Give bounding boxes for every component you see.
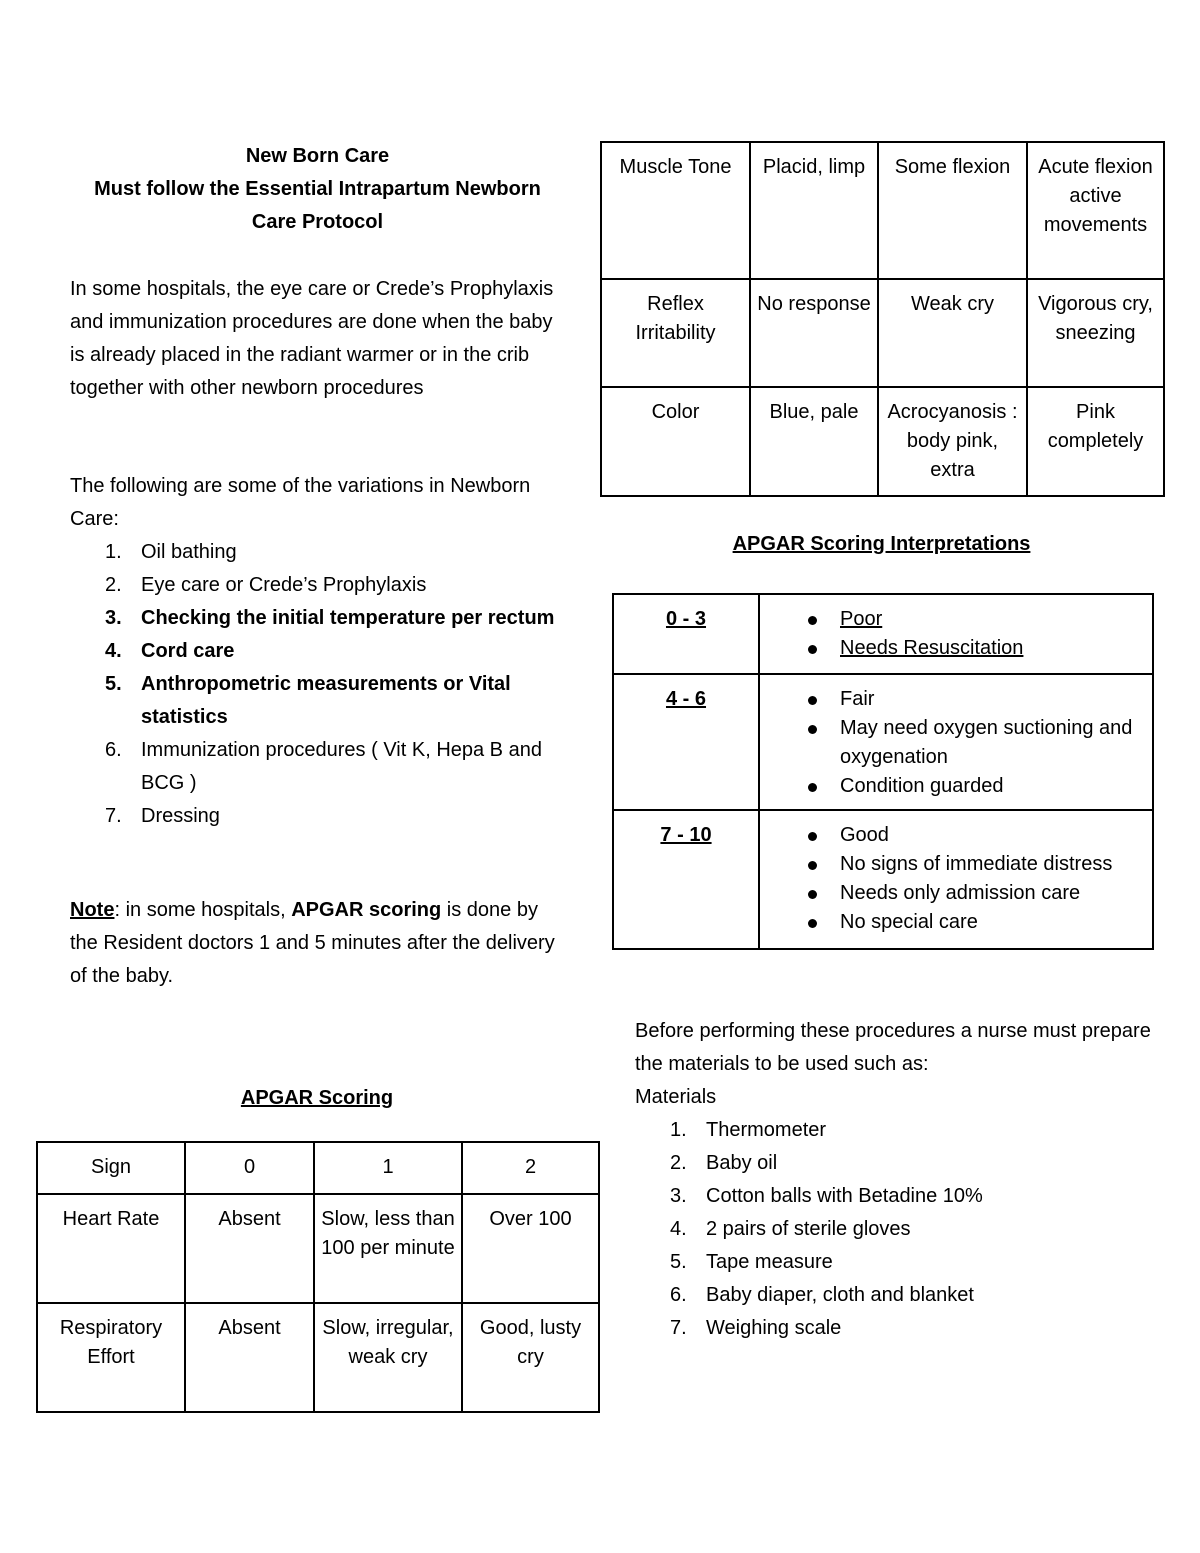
variations-section: [70, 470, 565, 833]
table-row: [601, 387, 1164, 496]
table-row: [601, 279, 1164, 387]
list-item: 2. Eye care or Crede’s Prophylaxis: [105, 574, 427, 596]
list-item: 4. 2 pairs of sterile gloves: [670, 1218, 911, 1240]
table-row: [613, 810, 1153, 949]
table-cell: Some flexion: [878, 142, 1027, 279]
list-item: 4. Cord care: [105, 640, 235, 662]
table-cell: Good, lusty cry: [462, 1303, 599, 1412]
table-cell: Color: [601, 387, 750, 496]
variations-intro: The following are some of the variations in Newborn Care:: [70, 475, 531, 530]
apgar-scoring-emphasis: APGAR scoring: [291, 899, 442, 921]
table-cell: Placid, limp: [750, 142, 878, 279]
interpretations-table: [612, 593, 1154, 950]
bullet-list: [766, 685, 1146, 801]
list-item: 5. Tape measure: [670, 1251, 833, 1273]
table-cell: Blue, pale: [750, 387, 878, 496]
variations-list: [70, 536, 565, 833]
table-cell: Respiratory Effort: [37, 1303, 185, 1412]
apgar-table: [36, 1141, 600, 1413]
note-paragraph: Note: in some hospitals, APGAR scoring is done by the Resident doctors 1 and 5 minutes after the delivery of the baby.: [70, 899, 555, 987]
materials-section: [635, 1015, 1155, 1345]
table-cell: Weak cry: [878, 279, 1027, 387]
title-line-1: New Born Care: [245, 145, 390, 167]
list-item: No signs of immediate distress: [766, 850, 1146, 879]
materials-intro: Before performing these procedures a nurse must prepare the materials to be used such as:: [635, 1020, 1151, 1075]
table-cell: [759, 810, 1153, 949]
header-score-0: 0: [185, 1142, 314, 1194]
table-row: [613, 594, 1153, 674]
interpretations-title: APGAR Scoring Interpretations: [732, 533, 1031, 555]
list-item: 6. Immunization procedures ( Vit K, Hepa B and BCG ): [105, 739, 542, 794]
table-row: [37, 1194, 599, 1303]
score-range: 7 - 10: [613, 810, 759, 949]
list-item: 6. Baby diaper, cloth and blanket: [670, 1284, 974, 1306]
table-cell: Pink completely: [1027, 387, 1164, 496]
list-item: Good: [766, 821, 1146, 850]
list-item: May need oxygen suctioning and oxygenation: [766, 714, 1146, 772]
table-cell: Acrocyanosis : body pink, extra: [878, 387, 1027, 496]
table-cell: Reflex Irritability: [601, 279, 750, 387]
bullet-list: [766, 605, 1146, 663]
table-cell: No response: [750, 279, 878, 387]
table-cell: [759, 674, 1153, 810]
header-score-2: 2: [462, 1142, 599, 1194]
list-item: Fair: [766, 685, 1146, 714]
note-label: Note: [70, 899, 115, 921]
list-item: Condition guarded: [766, 772, 1146, 801]
table-cell: Acute flexion active movements: [1027, 142, 1164, 279]
table-cell: Heart Rate: [37, 1194, 185, 1303]
table-row: [613, 674, 1153, 810]
list-item: 7. Dressing: [105, 805, 220, 827]
list-item: 1. Thermometer: [670, 1119, 827, 1141]
list-item: 3. Cotton balls with Betadine 10%: [670, 1185, 983, 1207]
table-cell: Slow, less than 100 per minute: [314, 1194, 462, 1303]
list-item: 2. Baby oil: [670, 1152, 778, 1174]
table-cell: Muscle Tone: [601, 142, 750, 279]
list-item: Needs only admission care: [766, 879, 1146, 908]
list-item: 3. Checking the initial temperature per rectum: [105, 607, 555, 629]
list-item: 1. Oil bathing: [105, 541, 237, 563]
list-item: Poor: [766, 605, 1146, 634]
list-item: 5. Anthropometric measurements or Vital statistics: [105, 673, 511, 728]
materials-heading: Materials: [635, 1086, 717, 1108]
table-cell: Slow, irregular, weak cry: [314, 1303, 462, 1412]
list-item: Needs Resuscitation: [766, 634, 1146, 663]
apgar-scoring-title: APGAR Scoring: [240, 1087, 394, 1109]
title-line-3: Care Protocol: [251, 211, 384, 233]
document-title: [70, 140, 565, 239]
table-cell: Vigorous cry, sneezing: [1027, 279, 1164, 387]
table-cell: Over 100: [462, 1194, 599, 1303]
apgar-table-continued: [600, 141, 1165, 497]
list-item: No special care: [766, 908, 1146, 937]
score-range: 4 - 6: [613, 674, 759, 810]
table-cell: Absent: [185, 1303, 314, 1412]
score-range: 0 - 3: [613, 594, 759, 674]
table-row: [37, 1303, 599, 1412]
header-score-1: 1: [314, 1142, 462, 1194]
title-line-2: Must follow the Essential Intrapartum Newborn: [94, 178, 541, 200]
table-cell: [759, 594, 1153, 674]
header-sign: Sign: [37, 1142, 185, 1194]
intro-paragraph: In some hospitals, the eye care or Crede’s Prophylaxis and immunization procedures are done when the baby is already placed in the radiant warmer or in the crib together with other newborn procedures: [70, 278, 554, 399]
table-cell: Absent: [185, 1194, 314, 1303]
materials-list: [635, 1114, 1155, 1345]
table-header-row: [37, 1142, 599, 1194]
bullet-list: [766, 821, 1146, 937]
list-item: 7. Weighing scale: [670, 1317, 842, 1339]
table-row: [601, 142, 1164, 279]
